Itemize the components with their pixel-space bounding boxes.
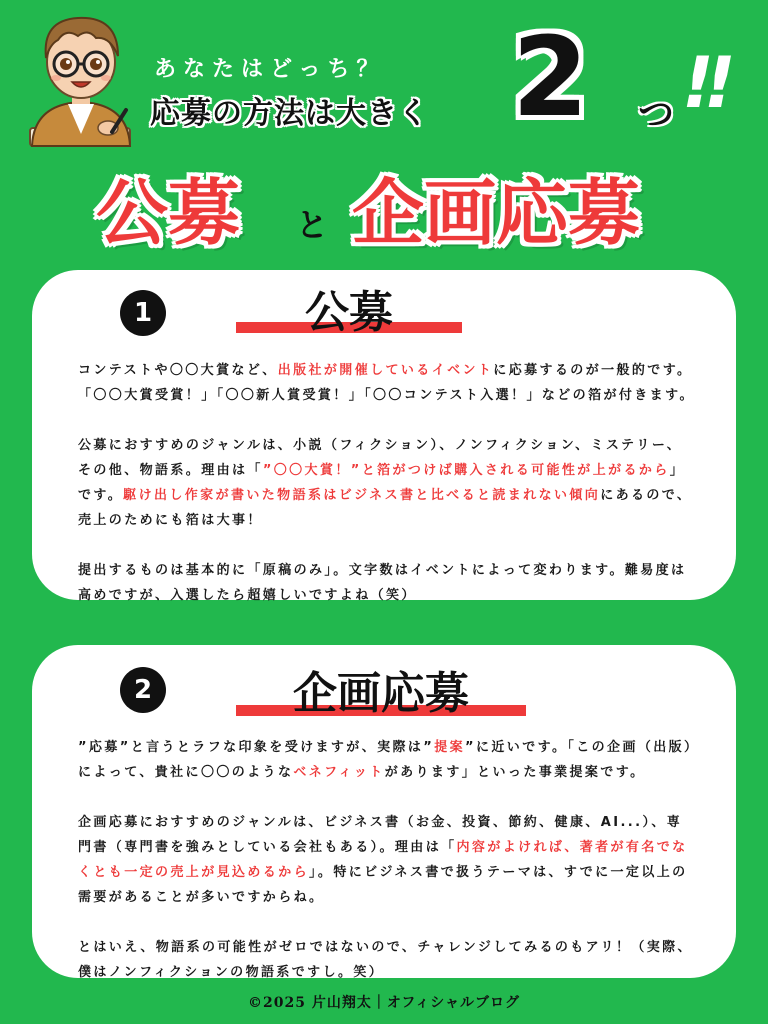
section-1-heading: 公募 bbox=[305, 287, 393, 338]
section-2-badge: 2 bbox=[120, 667, 166, 713]
section-2-paragraph-2 bbox=[78, 810, 696, 910]
body-text-run: があります」といった事業提案です。 bbox=[384, 765, 646, 780]
section-card-2 bbox=[32, 645, 736, 978]
main-title bbox=[0, 170, 768, 266]
body-text-run: とはいえ、物語系の可能性がゼロではないので、チャレンジしてみるのもアリ！（実際、僕はノンフィクションの物語系ですし。笑） bbox=[78, 940, 693, 980]
avatar bbox=[22, 6, 140, 150]
section-2-body bbox=[78, 735, 696, 985]
body-text-run: コンテストや〇〇大賞など、 bbox=[78, 363, 278, 378]
section-1-paragraph-2 bbox=[78, 433, 696, 533]
highlight-text: 内容がよければ、著者が有名でなくとも一定の売上が見込めるから bbox=[78, 840, 688, 880]
title-left: 公募 bbox=[96, 171, 241, 255]
highlight-text: ベネフィット bbox=[293, 765, 385, 780]
body-text-run: 提出するものは基本的に「原稿のみ」。文字数はイベントによって変わります。難易度は高めですが、入選したら超嬉しいですよね（笑） bbox=[78, 563, 687, 603]
header-big-number: 2 bbox=[512, 13, 589, 141]
highlight-text: 出版社が開催しているイベント bbox=[277, 363, 494, 378]
section-2-heading: 企画応募 bbox=[293, 668, 469, 719]
body-text-run: 企画応募におすすめのジャンルは、ビジネス書（お金、投資、節約、健康、AI...）、専門書（専門書を強みとしている会社もある）。理由は「 bbox=[78, 815, 683, 855]
section-1-badge: 1 bbox=[120, 290, 166, 336]
section-2-paragraph-1 bbox=[78, 735, 696, 785]
header-headline: 応募の方法は大きく bbox=[150, 96, 429, 131]
title-right: 企画応募 bbox=[352, 171, 641, 255]
title-connector: と bbox=[296, 206, 329, 244]
header-counter: つ bbox=[638, 94, 675, 135]
body-text-run: ”に近いです。「この企画（出版）によって、貴社に〇〇のような bbox=[78, 740, 693, 780]
section-1-paragraph-1 bbox=[78, 358, 696, 408]
header-question: あなたはどっち？ bbox=[154, 57, 386, 82]
body-text-run: に応募するのが一般的です。「〇〇大賞受賞！」「〇〇新人賞受賞！」「〇〇コンテスト入選！」などの箔が付きます。 bbox=[78, 363, 695, 403]
body-text-run: 」です。 bbox=[78, 463, 686, 503]
highlight-text: 提案 bbox=[434, 740, 466, 755]
body-text-run: 」。特にビジネス書で扱うテーマは、すでに一定以上の需要があることが多いですからね。 bbox=[78, 865, 688, 905]
body-text-run: ”応募”と言うとラフな印象を受けますが、実際は” bbox=[78, 740, 435, 755]
header-exclaim: !! bbox=[682, 42, 726, 124]
highlight-text: 駆け出し作家が書いた物語系はビジネス書と比べると読まれない傾向 bbox=[123, 488, 601, 503]
section-card-1 bbox=[32, 270, 736, 603]
cartoon-boy-writing-icon bbox=[22, 6, 140, 150]
section-1-paragraph-3 bbox=[78, 558, 696, 608]
body-text-run: にあるので、売上のためにも箔は大事！ bbox=[78, 488, 693, 528]
section-1-body bbox=[78, 358, 696, 608]
body-text-run: 公募におすすめのジャンルは、小説（フィクション）、ノンフィクション、ミステリー、その他、物語系。理由は「 bbox=[78, 438, 683, 478]
footer-credit: ©2025 片山翔太｜オフィシャルブログ bbox=[247, 995, 521, 1011]
highlight-text: ”〇〇大賞！”と箔がつけば購入される可能性が上がるから bbox=[262, 463, 670, 478]
section-2-paragraph-3 bbox=[78, 935, 696, 985]
